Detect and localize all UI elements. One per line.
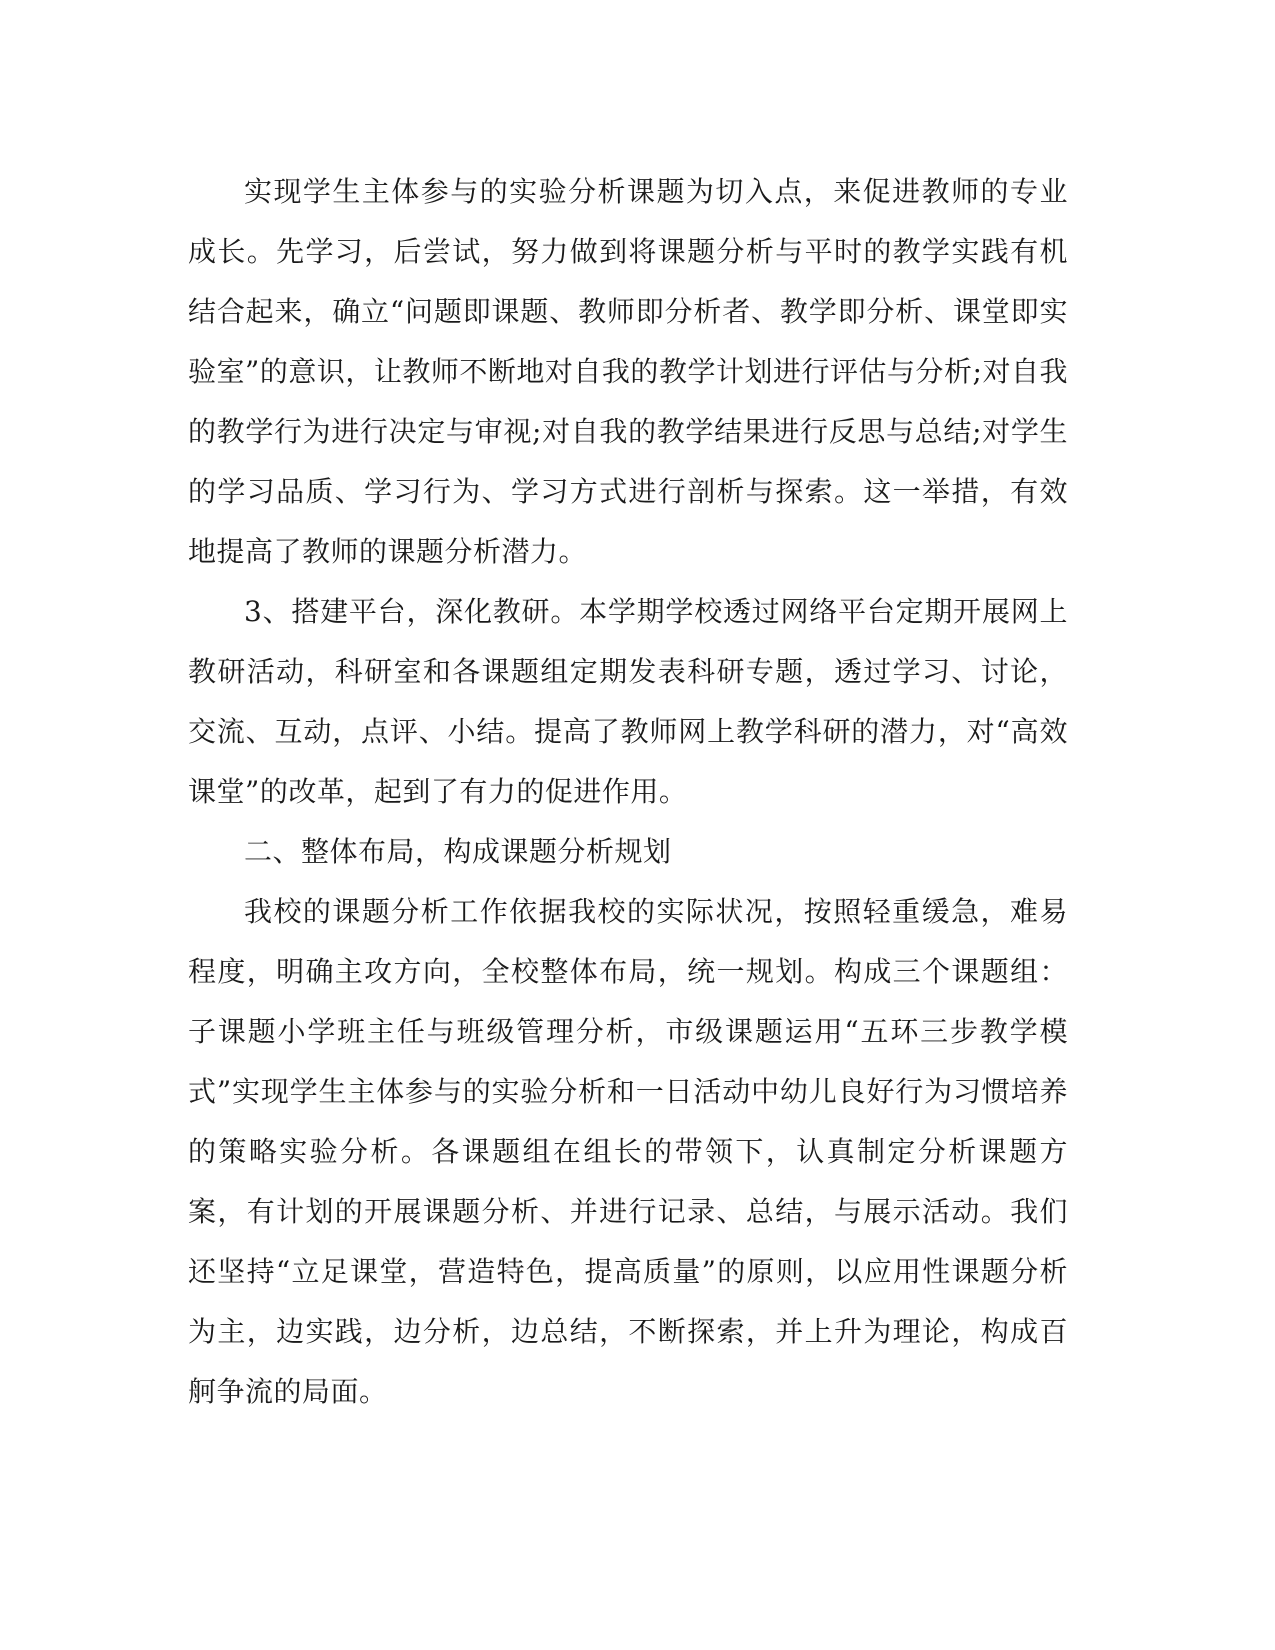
paragraph-teacher-growth: 实现学生主体参与的实验分析课题为切入点，来促进教师的专业成长。先学习，后尝试，努力做到将课题分析与平时的教学实践有机结合起来，确立“问题即课题、教师即分析者、教学即分析、课堂即实验室”的意识，让教师不断地对自我的教学计划进行评估与分析;对自我的教学行为进行决定与审视;对自我的教学结果进行反思与总结;对学生的学习品质、学习行为、学习方式进行剖析与探索。这一举措，有效地提高了教师的课题分析潜力。 — [188, 175, 1068, 568]
paragraph-platform-research: 3、搭建平台，深化教研。本学期学校透过网络平台定期开展网上教研活动，科研室和各课题组定期发表科研专题，透过学习、讨论，交流、互动，点评、小结。提高了教师网上教学科研的潜力，对“高效课堂”的改革，起到了有力的促进作用。 — [188, 595, 1068, 808]
paragraph-research-planning: 我校的课题分析工作依据我校的实际状况，按照轻重缓急，难易程度，明确主攻方向，全校整体布局，统一规划。构成三个课题组：子课题小学班主任与班级管理分析，市级课题运用“五环三步教学模式”实现学生主体参与的实验分析和一日活动中幼儿良好行为习惯培养的策略实验分析。各课题组在组长的带领下，认真制定分析课题方案，有计划的开展课题分析、并进行记录、总结，与展示活动。我们还坚持“立足课堂，营造特色，提高质量”的原则，以应用性课题分析为主，边实践，边分析，边总结，不断探索，并上升为理论，构成百舸争流的局面。 — [188, 895, 1068, 1408]
document-body — [188, 162, 1068, 1422]
section-heading-overall-layout: 二、整体布局，构成课题分析规划 — [244, 835, 672, 868]
